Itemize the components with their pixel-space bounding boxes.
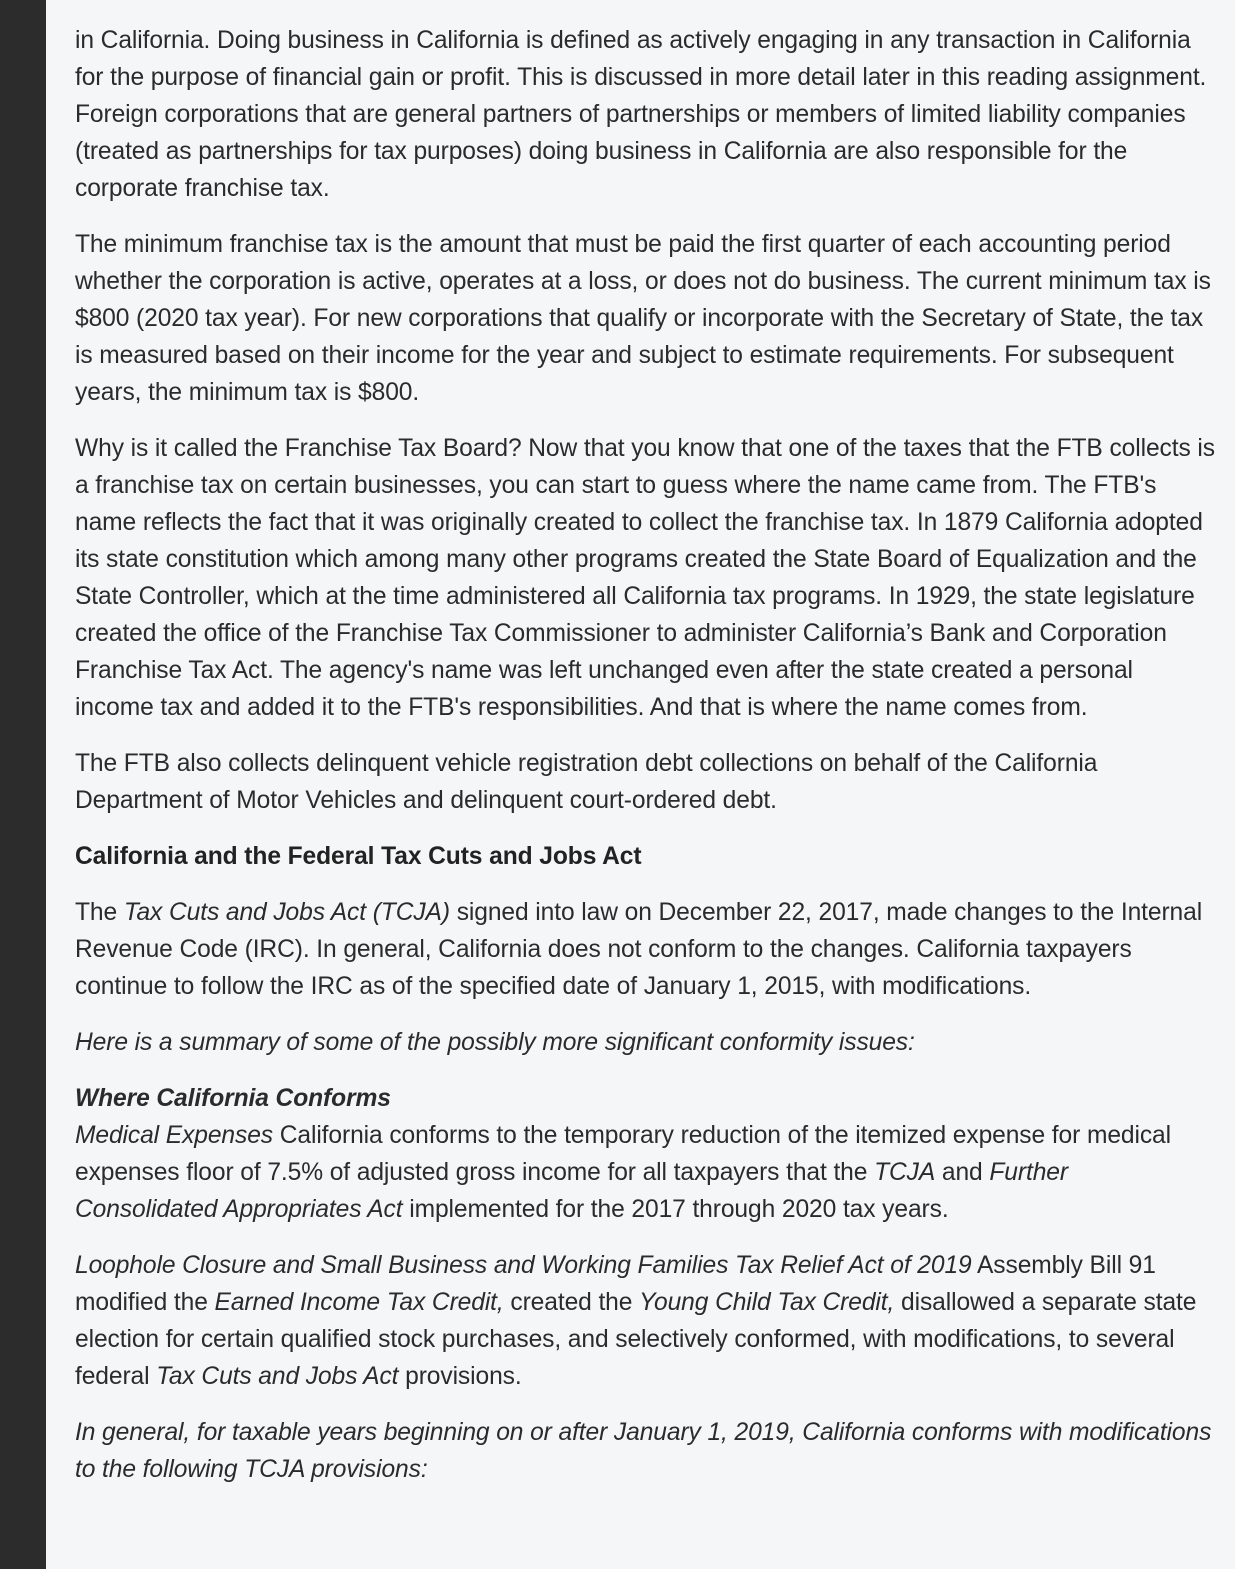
paragraph-minimum-tax: The minimum franchise tax is the amount that must be paid the first quarter of each accounting period whether the corporation is active, operates at a loss, or does not do business. The current minimum tax is $800 (2020 tax year). For new corporations that qualify or incorporate with the Secretary of State, the tax is measured based on their income for the year and subject to estimate requirements. For subsequent years, the minimum tax is $800. xyxy=(75,231,1211,406)
paragraph-doing-business: in California. Doing business in California is defined as actively engaging in any transaction in California for the purpose of financial gain or profit. This is discussed in more detail later in this reading assignment. Foreign corporations that are general partners of partnerships or members of limited liability companies (treated as partnerships for tax purposes) doing business in California are also responsible for the corporate franchise tax. xyxy=(75,27,1207,202)
tcja-act-name: Tax Cuts and Jobs Act (TCJA) xyxy=(123,899,450,926)
conforms-heading-text: Where California Conforms xyxy=(75,1085,391,1112)
medical-tcja: TCJA xyxy=(874,1159,936,1186)
medical-further-act: Further Consolidated Appropriates Act xyxy=(75,1159,1068,1223)
loophole-text-3: disallowed a separate state election for certain qualified stock purchases, and selectively conformed, with modifications, to several federal xyxy=(75,1289,1197,1390)
loophole-young-child: Young Child Tax Credit, xyxy=(639,1289,895,1316)
medical-and: and xyxy=(935,1159,990,1186)
summary-intro-text: Here is a summary of some of the possibly more significant conformity issues: xyxy=(75,1029,915,1056)
paragraph-ftb-name: Why is it called the Franchise Tax Board? Now that you know that one of the taxes that the FTB collects is a franchise tax on certain businesses, you can start to guess where the name came from. The FTB's name reflects the fact that it was originally created to collect the franchise tax. In 1879 California adopted its state constitution which among many other programs created the State Board of Equalization and the State Controller, which at the time administered all California tax programs. In 1929, the state legislature created the office of the Franchise Tax Commissioner to administer California’s Bank and Corporation Franchise Tax Act. The agency's name was left unchanged even after the state created a personal income tax and added it to the FTB's responsibilities. And that is where the name comes from. xyxy=(75,435,1215,721)
loophole-tcja: Tax Cuts and Jobs Act xyxy=(156,1363,399,1390)
left-dark-margin xyxy=(0,0,46,1569)
conforms-heading xyxy=(75,1080,1215,1117)
general-note xyxy=(75,1414,1215,1488)
medical-text-1: California conforms to the temporary reduction of the itemized expense for medical expenses floor of 7.5% of adjusted gross income for all taxpayers that the xyxy=(75,1122,1171,1186)
article-body xyxy=(75,22,1215,1507)
paragraph-tcja xyxy=(75,894,1215,1005)
tcja-prefix: The xyxy=(75,899,124,926)
paragraph-medical-expenses xyxy=(75,1117,1215,1228)
right-edge xyxy=(1235,0,1241,1569)
medical-title: Medical Expenses xyxy=(75,1122,273,1149)
loophole-title: Loophole Closure and Small Business and Working Families Tax Relief Act of 2019 xyxy=(75,1252,972,1279)
tcja-rest: signed into law on December 22, 2017, made changes to the Internal Revenue Code (IRC). In general, California does not conform to the changes. California taxpayers continue to follow the IRC as of the specified date of January 1, 2015, with modifications. xyxy=(75,899,1203,1000)
paragraph-loophole-closure xyxy=(75,1247,1215,1395)
section-heading-tcja: California and the Federal Tax Cuts and Jobs Act xyxy=(75,843,642,870)
loophole-text-4: provisions. xyxy=(398,1363,522,1390)
general-note-text: In general, for taxable years beginning on or after January 1, 2019, California conforms with modifications to the following TCJA provisions: xyxy=(75,1419,1212,1483)
loophole-eitc: Earned Income Tax Credit, xyxy=(214,1289,504,1316)
summary-intro xyxy=(75,1024,1215,1061)
loophole-text-1: Assembly Bill 91 modified the xyxy=(75,1252,1156,1316)
medical-text-2: implemented for the 2017 through 2020 tax years. xyxy=(402,1196,949,1223)
paragraph-delinquent-debt: The FTB also collects delinquent vehicle registration debt collections on behalf of the California Department of Motor Vehicles and delinquent court-ordered debt. xyxy=(75,750,1098,814)
loophole-text-2: created the xyxy=(503,1289,640,1316)
